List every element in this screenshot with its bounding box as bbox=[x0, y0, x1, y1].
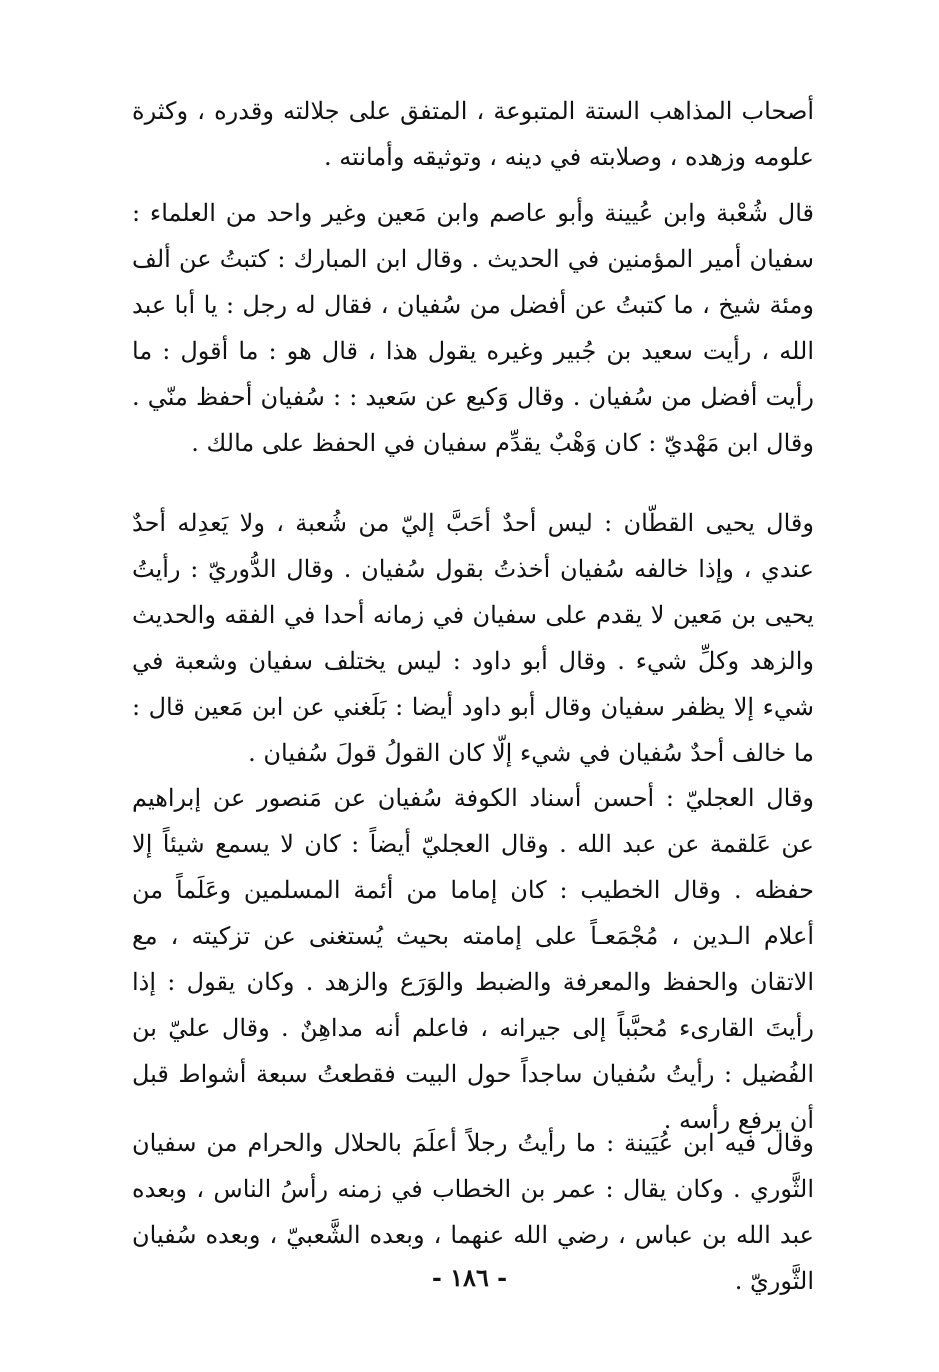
paragraph-2: قال شُعْبة وابن عُيينة وأبو عاصم وابن مَعين وغير واحد من العلماء : سفيان أمير المؤمنين في الحديث . وقال ابن المبارك : كتبتُ عن ألف ومئة شيخ ، ما كتبتُ عن أفضل من سُفيان ، فقال له رجل : يا أبا عبد الله ، رأيت سعيد بن جُبير وغيره يقول هذا ، قال هو : ما أقول : ما رأيت أفضل من سُفيان . وقال وَكيع عن سَعيد : : سُفيان أحفظ منّي . وقال ابن مَهْديّ : كان وَهْبٌ يقدِّم سفيان في الحفظ على مالك . bbox=[132, 199, 814, 457]
paragraph-5: وقال فيه ابن عُيَينة : ما رأيتُ رجلاً أعلَمَ بالحلال والحرام من سفيان الثَّوري . وكان يقال : عمر بن الخطاب في زمنه رأسُ الناس ، وبعده عبد الله بن عباس ، رضي الله عنهما ، وبعده الشَّعبيّ ، وبعده سُفيان الثَّوريّ . bbox=[132, 1129, 814, 1295]
paragraph-1: أصحاب المذاهب الستة المتبوعة ، المتفق على جلالته وقدره ، وكثرة علومه وزهده ، وصلابته في دينه ، وتوثيقه وأمانته . bbox=[132, 97, 814, 171]
paragraph-3: وقال يحيى القطّان : ليس أحدٌ أحَبَّ إليّ من شُعبة ، ولا يَعدِله أحدٌ عندي ، وإذا خالفه سُفيان أخذتُ بقول سُفيان . وقال الدُّوريّ : رأيتُ يحيى بن مَعين لا يقدم على سفيان في زمانه أحدا في الفقه والحديث والزهد وكلِّ شيء . وقال أبو داود : ليس يختلف سفيان وشعبة في شيء إلا يظفر سفيان وقال أبو داود أيضا : بَلَغني عن ابن مَعين قال : ما خالف أحدٌ سُفيان في شيء إلّا كان القولُ قولَ سُفيان . bbox=[132, 509, 814, 767]
page-number: - ١٨٦ - bbox=[431, 1263, 508, 1292]
paragraph-4: وقال العجليّ : أحسن أسناد الكوفة سُفيان عن مَنصور عن إبراهيم عن عَلقمة عن عبد الله . وقال العجليّ أيضاً : كان لا يسمع شيئاً إلا حفظه . وقال الخطيب : كان إماما من أئمة المسلمين وعَلَماً من أعلام الـدين ، مُجْمَعـاً على إمامته بحيث يُستغنى عن تزكيته ، مع الاتقان والحفظ والمعرفة والضبط والوَرَع والزهد . وكان يقول : إذا رأيتَ القارىء مُحبَّباً إلى جيرانه ، فاعلم أنه مداهِنٌ . وقال عليّ بن الفُضيل : رأيتُ سُفيان ساجداً حول البيت فقطعتُ سبعة أشواط قبل أن يرفع رأسه . bbox=[132, 784, 814, 1134]
